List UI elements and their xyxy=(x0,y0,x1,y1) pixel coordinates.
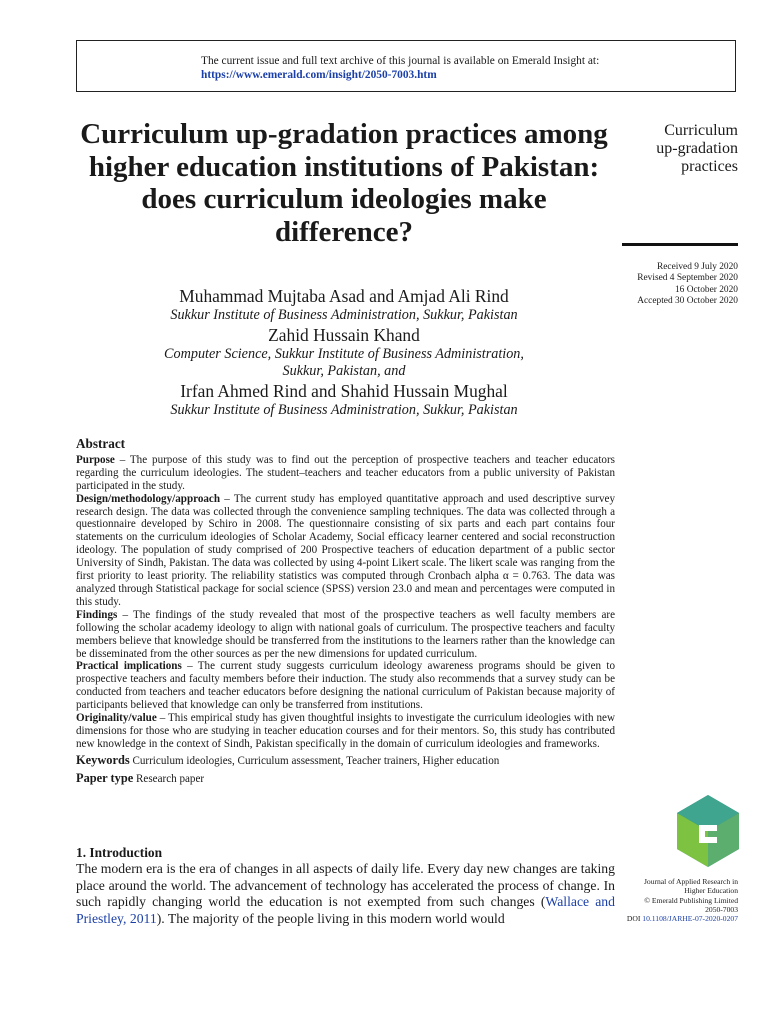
date-line: Revised 4 September 2020 xyxy=(637,273,738,284)
abstract-findings xyxy=(76,609,615,661)
section-label: Design/methodology/approach xyxy=(76,492,221,505)
running-head-line: Curriculum xyxy=(664,122,738,139)
emerald-logo-icon xyxy=(677,795,739,867)
section-text: – The findings of the study revealed that most of the prospective teachers as well faculty members are following the scholar academy ideology to align with national goals of curriculum. The prospective teachers and faculty members believe that knowledge should be transferred from the institutions to the learners rather than the knowledge can be disseminated from the other sources as per the new dimensions for updated curriculum. xyxy=(76,608,615,660)
running-head xyxy=(624,122,738,176)
section-text: – The purpose of this study was to find out the perception of prospective teachers and teacher educators regarding the curriculum ideologies. The student–teachers and teacher educators from a public university of Pakistan participated in the study. xyxy=(76,453,615,492)
section-text: – The current study has employed quantitative approach and used descriptive survey research design. The data was collected through the convenience sampling techniques. The data was collected through a questionnaire developed by Schiro in 2008. The questionnaire consisting of six parts and each part contains four statements on the curriculum ideologies of Scholar Academy, Social efficacy learner centered and social reconstruction ideology. The population of study comprised of 200 Prospective teachers of education department of a public sector University of Sindh, Pakistan. The data was collected by using 4-point Likert scale. The likert scale was ranging from the first priority to least priority. The reliability statistics was computed through Cronbach alpha α = 0.763. The data was analyzed through Statistical package for social science (SPSS) version 23.0 and mean and percentages were computed in this study. xyxy=(76,492,615,608)
journal-info xyxy=(600,877,738,923)
section-label: Findings xyxy=(76,608,118,621)
paper-type-text: Research paper xyxy=(133,772,205,785)
running-head-line: practices xyxy=(681,158,738,175)
author-names: Muhammad Mujtaba Asad and Amjad Ali Rind xyxy=(179,286,509,306)
received-dates xyxy=(600,262,738,308)
intro-body xyxy=(76,861,615,927)
date-line: Accepted 30 October 2020 xyxy=(637,296,738,307)
author-affiliation: Sukkur Institute of Business Administration, Sukkur, Pakistan xyxy=(170,401,518,418)
keywords-label: Keywords xyxy=(76,752,130,767)
author-affiliation: Computer Science, Sukkur Institute of Business Administration, xyxy=(164,345,524,362)
author-affiliation: Sukkur, Pakistan, and xyxy=(282,363,406,379)
section-label: Originality/value xyxy=(76,712,157,725)
journal-line: Journal of Applied Research in xyxy=(643,877,738,886)
intro-text: ). The majority of the people living in this modern world would xyxy=(156,910,505,926)
margin-rule xyxy=(622,243,738,246)
journal-line: © Emerald Publishing Limited xyxy=(644,895,738,905)
author-names: Zahid Hussain Khand xyxy=(268,324,420,345)
journal-url-link[interactable]: https://www.emerald.com/insight/2050-7003.htm xyxy=(201,69,437,81)
running-head-line: up-gradation xyxy=(656,140,738,157)
journal-notice-box xyxy=(76,40,736,92)
citation-link[interactable]: Wallace and Priestley, 2011 xyxy=(76,894,615,926)
intro-heading: 1. Introduction xyxy=(76,845,163,860)
doi-label: DOI xyxy=(626,914,643,924)
journal-line: 2050-7003 xyxy=(705,904,738,914)
paper-title: Curriculum up-gradation practices among higher education institutions of Pakistan: does curriculum ideologies make difference? xyxy=(80,118,608,248)
paper-type-label: Paper type xyxy=(76,770,134,785)
journal-line: Higher Education xyxy=(684,886,738,896)
notice-text: The current issue and full text archive of this journal is available on Emerald Insight at: xyxy=(201,55,600,67)
abstract-design xyxy=(76,493,615,609)
doi-line xyxy=(600,914,738,923)
section-label: Purpose xyxy=(76,453,115,466)
abstract-purpose xyxy=(76,454,615,493)
abstract-originality xyxy=(76,712,615,751)
keywords xyxy=(76,754,615,768)
date-line: 16 October 2020 xyxy=(674,284,738,295)
author-affiliation: Sukkur Institute of Business Administration, Sukkur, Pakistan xyxy=(170,307,518,323)
abstract-heading: Abstract xyxy=(76,436,126,451)
doi-link[interactable]: 10.1108/JARHE-07-2020-0207 xyxy=(642,914,738,924)
abstract-implications xyxy=(76,660,615,712)
date-line: Received 9 July 2020 xyxy=(657,262,738,272)
section-text: – The current study suggests curriculum ideology awareness programs should be given to prospective teachers and faculty members before their induction. The study also recommends that a survey study can be conducted from teachers and teacher educators before designing the national curriculum of Pakistan because majority of participants believed that knowledge can only be transferred from institutions. xyxy=(76,660,616,712)
intro-text: The modern era is the era of changes in all aspects of daily life. Every day new changes are taking place around the world. The advancement of technology has accelerated the process of change. In such rapidly changing world the education is not exempted from such changes ( xyxy=(76,861,615,910)
paper-type xyxy=(76,772,615,786)
introduction xyxy=(76,845,615,927)
abstract xyxy=(76,438,615,786)
section-label: Practical implications xyxy=(76,660,182,673)
section-text: – This empirical study has given thoughtful insights to investigate the curriculum ideologies with new dimensions for those who are studying in teacher education courses and for their mentors. So, this study has contributed new knowledge in the context of Sindh, Pakistan specifically in the domain of curriculum ideologies and frameworks. xyxy=(76,712,615,750)
keywords-text: Curriculum ideologies, Curriculum assessment, Teacher trainers, Higher education xyxy=(129,754,500,767)
author-block xyxy=(74,286,614,419)
author-names: Irfan Ahmed Rind and Shahid Hussain Mughal xyxy=(180,380,508,401)
